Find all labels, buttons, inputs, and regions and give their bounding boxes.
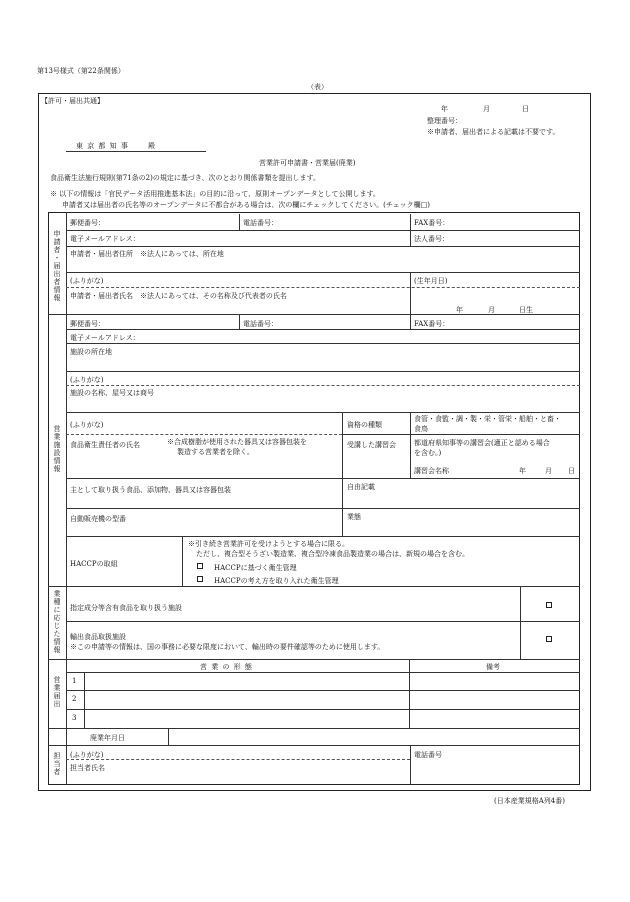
section-contact: 担当者: [53, 752, 61, 776]
course-month: 月: [545, 467, 552, 475]
contact-phone[interactable]: 電話番号: [414, 751, 442, 759]
industry-row-1: 指定成分等含有食品を取り扱う施設: [70, 604, 182, 612]
section-applicant: 申請者・届出者情報: [53, 230, 61, 302]
birth-day: 日生: [519, 306, 533, 314]
applicant-postal[interactable]: 郵便番号：: [70, 219, 105, 227]
facility-fax[interactable]: FAX番号：: [414, 320, 450, 328]
applicant-fax[interactable]: FAX番号：: [414, 219, 450, 227]
course-value-1[interactable]: 都道府県知事等の講習会(適正と認める場合: [414, 439, 550, 447]
applicant-furigana[interactable]: (ふりがな): [70, 277, 104, 285]
qual-line: [342, 434, 580, 435]
birth-year: 年: [456, 306, 463, 314]
industry-row-2-title: 輸出食品取扱施設: [70, 633, 126, 641]
business-num-divider: [84, 672, 85, 728]
facility-divider-5: [410, 434, 411, 478]
haccp-option-2: HACCPの考え方を取り入れた衛生管理: [214, 577, 339, 585]
closed-date-divider: [168, 728, 169, 745]
addressee: 東 京 都 知 事 殿: [76, 142, 157, 150]
manager-note-2: 製造する営業者を除く。: [177, 448, 254, 456]
facility-row-line-2: [66, 343, 580, 344]
course-day: 日: [568, 467, 575, 475]
business-form-header: 営 業 の 形 態: [200, 663, 253, 671]
applicant-corp-no[interactable]: 法人番号：: [414, 235, 449, 243]
applicant-divider-1: [239, 214, 240, 230]
manager-dash: [66, 434, 342, 435]
side-label: （表）: [307, 83, 328, 91]
facility-row-line-3: [66, 371, 580, 372]
addressee-underline: [66, 151, 206, 152]
manager-label: 食品衛生責任者の氏名: [70, 441, 140, 449]
industry-row-line: [66, 621, 580, 622]
date-year[interactable]: 年: [441, 105, 448, 113]
facility-furigana[interactable]: (ふりがな): [70, 376, 104, 384]
facility-divider-1: [239, 314, 240, 329]
date-day[interactable]: 日: [522, 105, 529, 113]
business-note-header: 備考: [486, 663, 500, 671]
industry-checkbox-1[interactable]: [546, 602, 552, 608]
haccp-checkbox-1[interactable]: [197, 563, 203, 569]
applicant-row-line-2: [66, 246, 580, 247]
business-row-2: 2: [72, 695, 77, 703]
haccp-note-2: ただし、複合型そうざい製造業、複合型冷凍食品製造業の場合は、新規の場合を含む。: [196, 550, 469, 558]
opendata-note-2: 申請者又は届出者の氏名等のオープンデータに不都合がある場合は、次の欄にチェックしてください。(チェック欄□): [62, 201, 431, 209]
qual-value-2[interactable]: 食鳥: [414, 425, 428, 433]
contact-furigana[interactable]: (ふりがな): [70, 751, 104, 759]
applicant-row-line-1: [66, 230, 580, 231]
facility-dash-1: [66, 385, 580, 386]
facility-name[interactable]: 施設の名称、屋号又は商号: [70, 389, 154, 397]
divider-business-contact: [48, 745, 580, 746]
seiri-label: 整理番号：: [427, 117, 462, 125]
facility-divider-4: [410, 412, 411, 434]
facility-postal[interactable]: 郵便番号：: [70, 320, 105, 328]
course-value-2[interactable]: を含む。): [414, 449, 442, 457]
form-title: 営業許可申請書・営業届(廃業): [259, 159, 356, 167]
footer-standard: (日本産業規格A列4番): [494, 797, 565, 805]
haccp-label: HACCPの取組: [70, 560, 118, 568]
divider-applicant-facility: [48, 314, 580, 315]
facility-phone[interactable]: 電話番号：: [243, 320, 278, 328]
business-header-line: [66, 672, 580, 673]
haccp-note-1: ※引き続き営業許可を受けようとする場合に限る。: [188, 540, 349, 548]
industry-divider: [520, 586, 521, 659]
facility-row-line-1: [66, 329, 580, 330]
divider-facility-industry: [48, 586, 580, 587]
vending-label[interactable]: 自動販売機の型番: [70, 515, 126, 523]
section-business: 営業届出: [53, 676, 61, 708]
applicant-divider-3: [410, 272, 411, 314]
business-row-3: 3: [72, 714, 77, 722]
facility-row-line-5: [66, 478, 580, 479]
facility-location[interactable]: 施設の所在地: [70, 348, 112, 356]
contact-divider: [410, 745, 411, 785]
applicant-address[interactable]: 申請者・届出者住所 ※法人にあっては、所在地: [70, 250, 224, 258]
qual-value-1[interactable]: 食管・食監・調・製・栄・管栄・船舶・と畜・: [414, 415, 561, 423]
qual-label: 資格の種類: [347, 421, 382, 429]
haccp-checkbox-2[interactable]: [197, 576, 203, 582]
applicant-row-line-3: [66, 272, 580, 273]
free-label[interactable]: 自由記載: [347, 483, 375, 491]
label-column-divider: [66, 212, 67, 785]
lead-text: 食品衛生法施行規則(第71条の2)の規定に基づき、次のとおり関係書類を提出します。: [50, 174, 320, 182]
seiri-note: ※申請者、届出者による記載は不要です。: [427, 128, 560, 136]
facility-row-line-7: [66, 536, 580, 537]
course-label: 受講した講習会: [347, 441, 396, 449]
closed-date-label: 廃業年月日: [90, 734, 125, 742]
common-label: 【許可・届出共通】: [41, 97, 104, 105]
business-type-label[interactable]: 業態: [347, 513, 361, 521]
facility-row-line-6: [66, 508, 580, 509]
divider-industry-business: [48, 659, 580, 660]
opendata-note-1: ※ 以下の情報は「官民データ活用推進基本法」の目的に沿って、原則オープンデータとして公開します。: [50, 190, 380, 198]
applicant-email[interactable]: 電子メールアドレス：: [70, 235, 140, 243]
haccp-option-1: HACCPに基づく衛生管理: [214, 564, 297, 572]
business-row-line-3: [48, 728, 580, 729]
form-number: 第13号様式（第22条関係）: [37, 67, 125, 75]
facility-row-line-4: [66, 412, 580, 413]
business-row-line-1: [66, 690, 580, 691]
contact-name[interactable]: 担当者氏名: [70, 764, 105, 772]
contact-dash: [66, 759, 410, 760]
date-month[interactable]: 月: [483, 105, 490, 113]
course-name[interactable]: 講習会名称: [414, 467, 449, 475]
main-food-label[interactable]: 主として取り扱う食品、添加物、器具又は容器包装: [70, 486, 231, 494]
business-row-1: 1: [72, 677, 77, 685]
facility-divider-3: [342, 412, 343, 536]
course-year: 年: [519, 467, 526, 475]
section-facility: 営業施設情報: [53, 425, 61, 473]
manager-note-1: ※合成樹脂が使用された器具又は容器包装を: [167, 438, 307, 446]
applicant-name[interactable]: 申請者・届出者氏名 ※法人にあっては、その名称及び代表者の氏名: [70, 292, 287, 300]
applicant-dash-1: [66, 287, 580, 288]
industry-row-2-note: ※この申請等の情報は、国の事務に必要な限度において、輸出時の要件確認等のために使用します。: [70, 643, 385, 651]
business-note-divider: [409, 659, 410, 728]
birth-month: 月: [488, 306, 495, 314]
applicant-birth[interactable]: (生年月日): [414, 277, 448, 285]
facility-divider-2: [410, 314, 411, 329]
section-industry: 業種に応じた情報: [53, 590, 61, 654]
industry-checkbox-2[interactable]: [546, 636, 552, 642]
haccp-divider: [182, 536, 183, 586]
business-row-line-2: [66, 709, 580, 710]
facility-email[interactable]: 電子メールアドレス：: [70, 334, 140, 342]
applicant-phone[interactable]: 電話番号：: [243, 219, 278, 227]
manager-furigana[interactable]: (ふりがな): [70, 421, 104, 429]
